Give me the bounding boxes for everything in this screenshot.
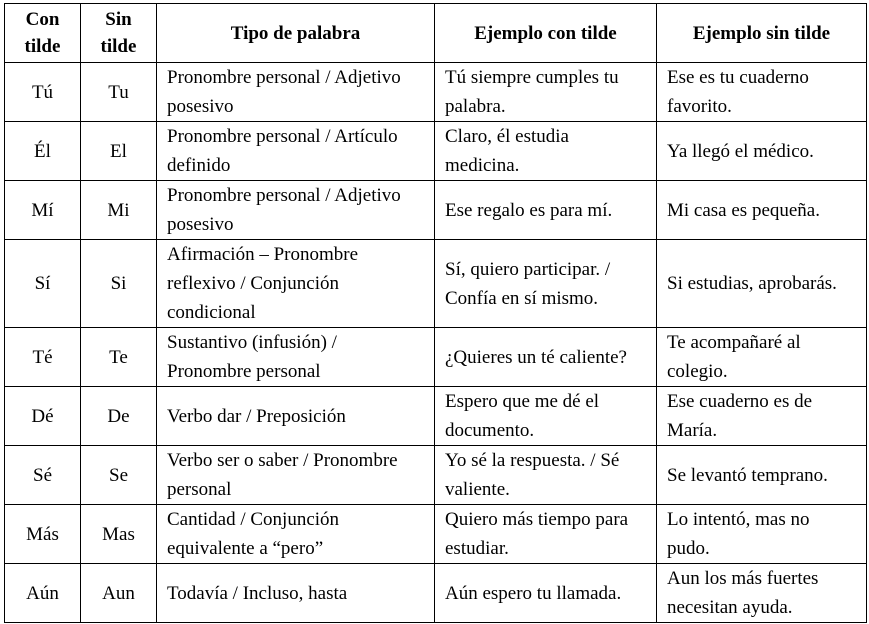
header-con-tilde-line-2: tilde xyxy=(24,36,61,57)
cell-sin-tilde: El xyxy=(81,122,157,181)
cell-ejemplo-sin: Mi casa es pequeña. xyxy=(657,181,867,240)
cell-con-tilde: Sé xyxy=(5,446,81,505)
cell-tipo: Pronombre personal / Adjetivo posesivo xyxy=(157,181,435,240)
cell-con-tilde: Té xyxy=(5,328,81,387)
cell-con-tilde: Tú xyxy=(5,63,81,122)
cell-con-tilde: Aún xyxy=(5,564,81,623)
cell-ejemplo-sin: Ese cuaderno es de María. xyxy=(657,387,867,446)
table-row xyxy=(5,181,867,240)
cell-ejemplo-con: Sí, quiero participar. / Confía en sí mismo. xyxy=(435,240,657,328)
cell-sin-tilde: Te xyxy=(81,328,157,387)
header-con-tilde-line-1: Con xyxy=(25,9,60,30)
table-row xyxy=(5,240,867,328)
cell-ejemplo-con: ¿Quieres un té caliente? xyxy=(435,328,657,387)
cell-ejemplo-sin: Te acompañaré al colegio. xyxy=(657,328,867,387)
table-row xyxy=(5,564,867,623)
cell-ejemplo-sin: Se levantó temprano. xyxy=(657,446,867,505)
cell-sin-tilde: Tu xyxy=(81,63,157,122)
header-tipo-de-palabra xyxy=(157,4,435,63)
cell-con-tilde: Él xyxy=(5,122,81,181)
cell-sin-tilde: Se xyxy=(81,446,157,505)
cell-ejemplo-sin: Lo intentó, mas no pudo. xyxy=(657,505,867,564)
table-row xyxy=(5,505,867,564)
header-row xyxy=(5,4,867,63)
cell-con-tilde: Sí xyxy=(5,240,81,328)
cell-tipo: Pronombre personal / Artículo definido xyxy=(157,122,435,181)
cell-ejemplo-con: Aún espero tu llamada. xyxy=(435,564,657,623)
table-row xyxy=(5,446,867,505)
cell-tipo: Todavía / Incluso, hasta xyxy=(157,564,435,623)
cell-sin-tilde: Mas xyxy=(81,505,157,564)
cell-sin-tilde: Si xyxy=(81,240,157,328)
tilde-table xyxy=(4,3,867,623)
cell-ejemplo-sin: Ya llegó el médico. xyxy=(657,122,867,181)
cell-ejemplo-con: Quiero más tiempo para estudiar. xyxy=(435,505,657,564)
table-row xyxy=(5,387,867,446)
header-ejemplo-con-tilde-text: Ejemplo con tilde xyxy=(474,22,617,44)
cell-ejemplo-con: Espero que me dé el documento. xyxy=(435,387,657,446)
cell-ejemplo-sin: Ese es tu cuaderno favorito. xyxy=(657,63,867,122)
cell-con-tilde: Más xyxy=(5,505,81,564)
cell-tipo: Sustantivo (infusión) / Pronombre personal xyxy=(157,328,435,387)
header-sin-tilde-line-1: Sin xyxy=(105,9,132,30)
table-row xyxy=(5,122,867,181)
cell-tipo: Verbo ser o saber / Pronombre personal xyxy=(157,446,435,505)
header-con-tilde xyxy=(5,4,81,63)
cell-sin-tilde: Mi xyxy=(81,181,157,240)
header-ejemplo-sin-tilde-text: Ejemplo sin tilde xyxy=(692,22,831,44)
header-sin-tilde xyxy=(81,4,157,63)
header-tipo-de-palabra-text: Tipo de palabra xyxy=(230,22,361,44)
cell-tipo: Pronombre personal / Adjetivo posesivo xyxy=(157,63,435,122)
cell-sin-tilde: Aun xyxy=(81,564,157,623)
cell-con-tilde: Mí xyxy=(5,181,81,240)
cell-ejemplo-con: Tú siempre cumples tu palabra. xyxy=(435,63,657,122)
header-ejemplo-con-tilde xyxy=(435,4,657,63)
cell-ejemplo-con: Ese regalo es para mí. xyxy=(435,181,657,240)
table-row xyxy=(5,63,867,122)
table-row xyxy=(5,328,867,387)
cell-con-tilde: Dé xyxy=(5,387,81,446)
cell-tipo: Afirmación – Pronombre reflexivo / Conjunción condicional xyxy=(157,240,435,328)
cell-ejemplo-sin: Aun los más fuertes necesitan ayuda. xyxy=(657,564,867,623)
header-ejemplo-sin-tilde xyxy=(657,4,867,63)
cell-tipo: Verbo dar / Preposición xyxy=(157,387,435,446)
cell-ejemplo-con: Claro, él estudia medicina. xyxy=(435,122,657,181)
header-sin-tilde-line-2: tilde xyxy=(100,36,137,57)
cell-ejemplo-con: Yo sé la respuesta. / Sé valiente. xyxy=(435,446,657,505)
cell-sin-tilde: De xyxy=(81,387,157,446)
cell-tipo: Cantidad / Conjunción equivalente a “pero” xyxy=(157,505,435,564)
cell-ejemplo-sin: Si estudias, aprobarás. xyxy=(657,240,867,328)
